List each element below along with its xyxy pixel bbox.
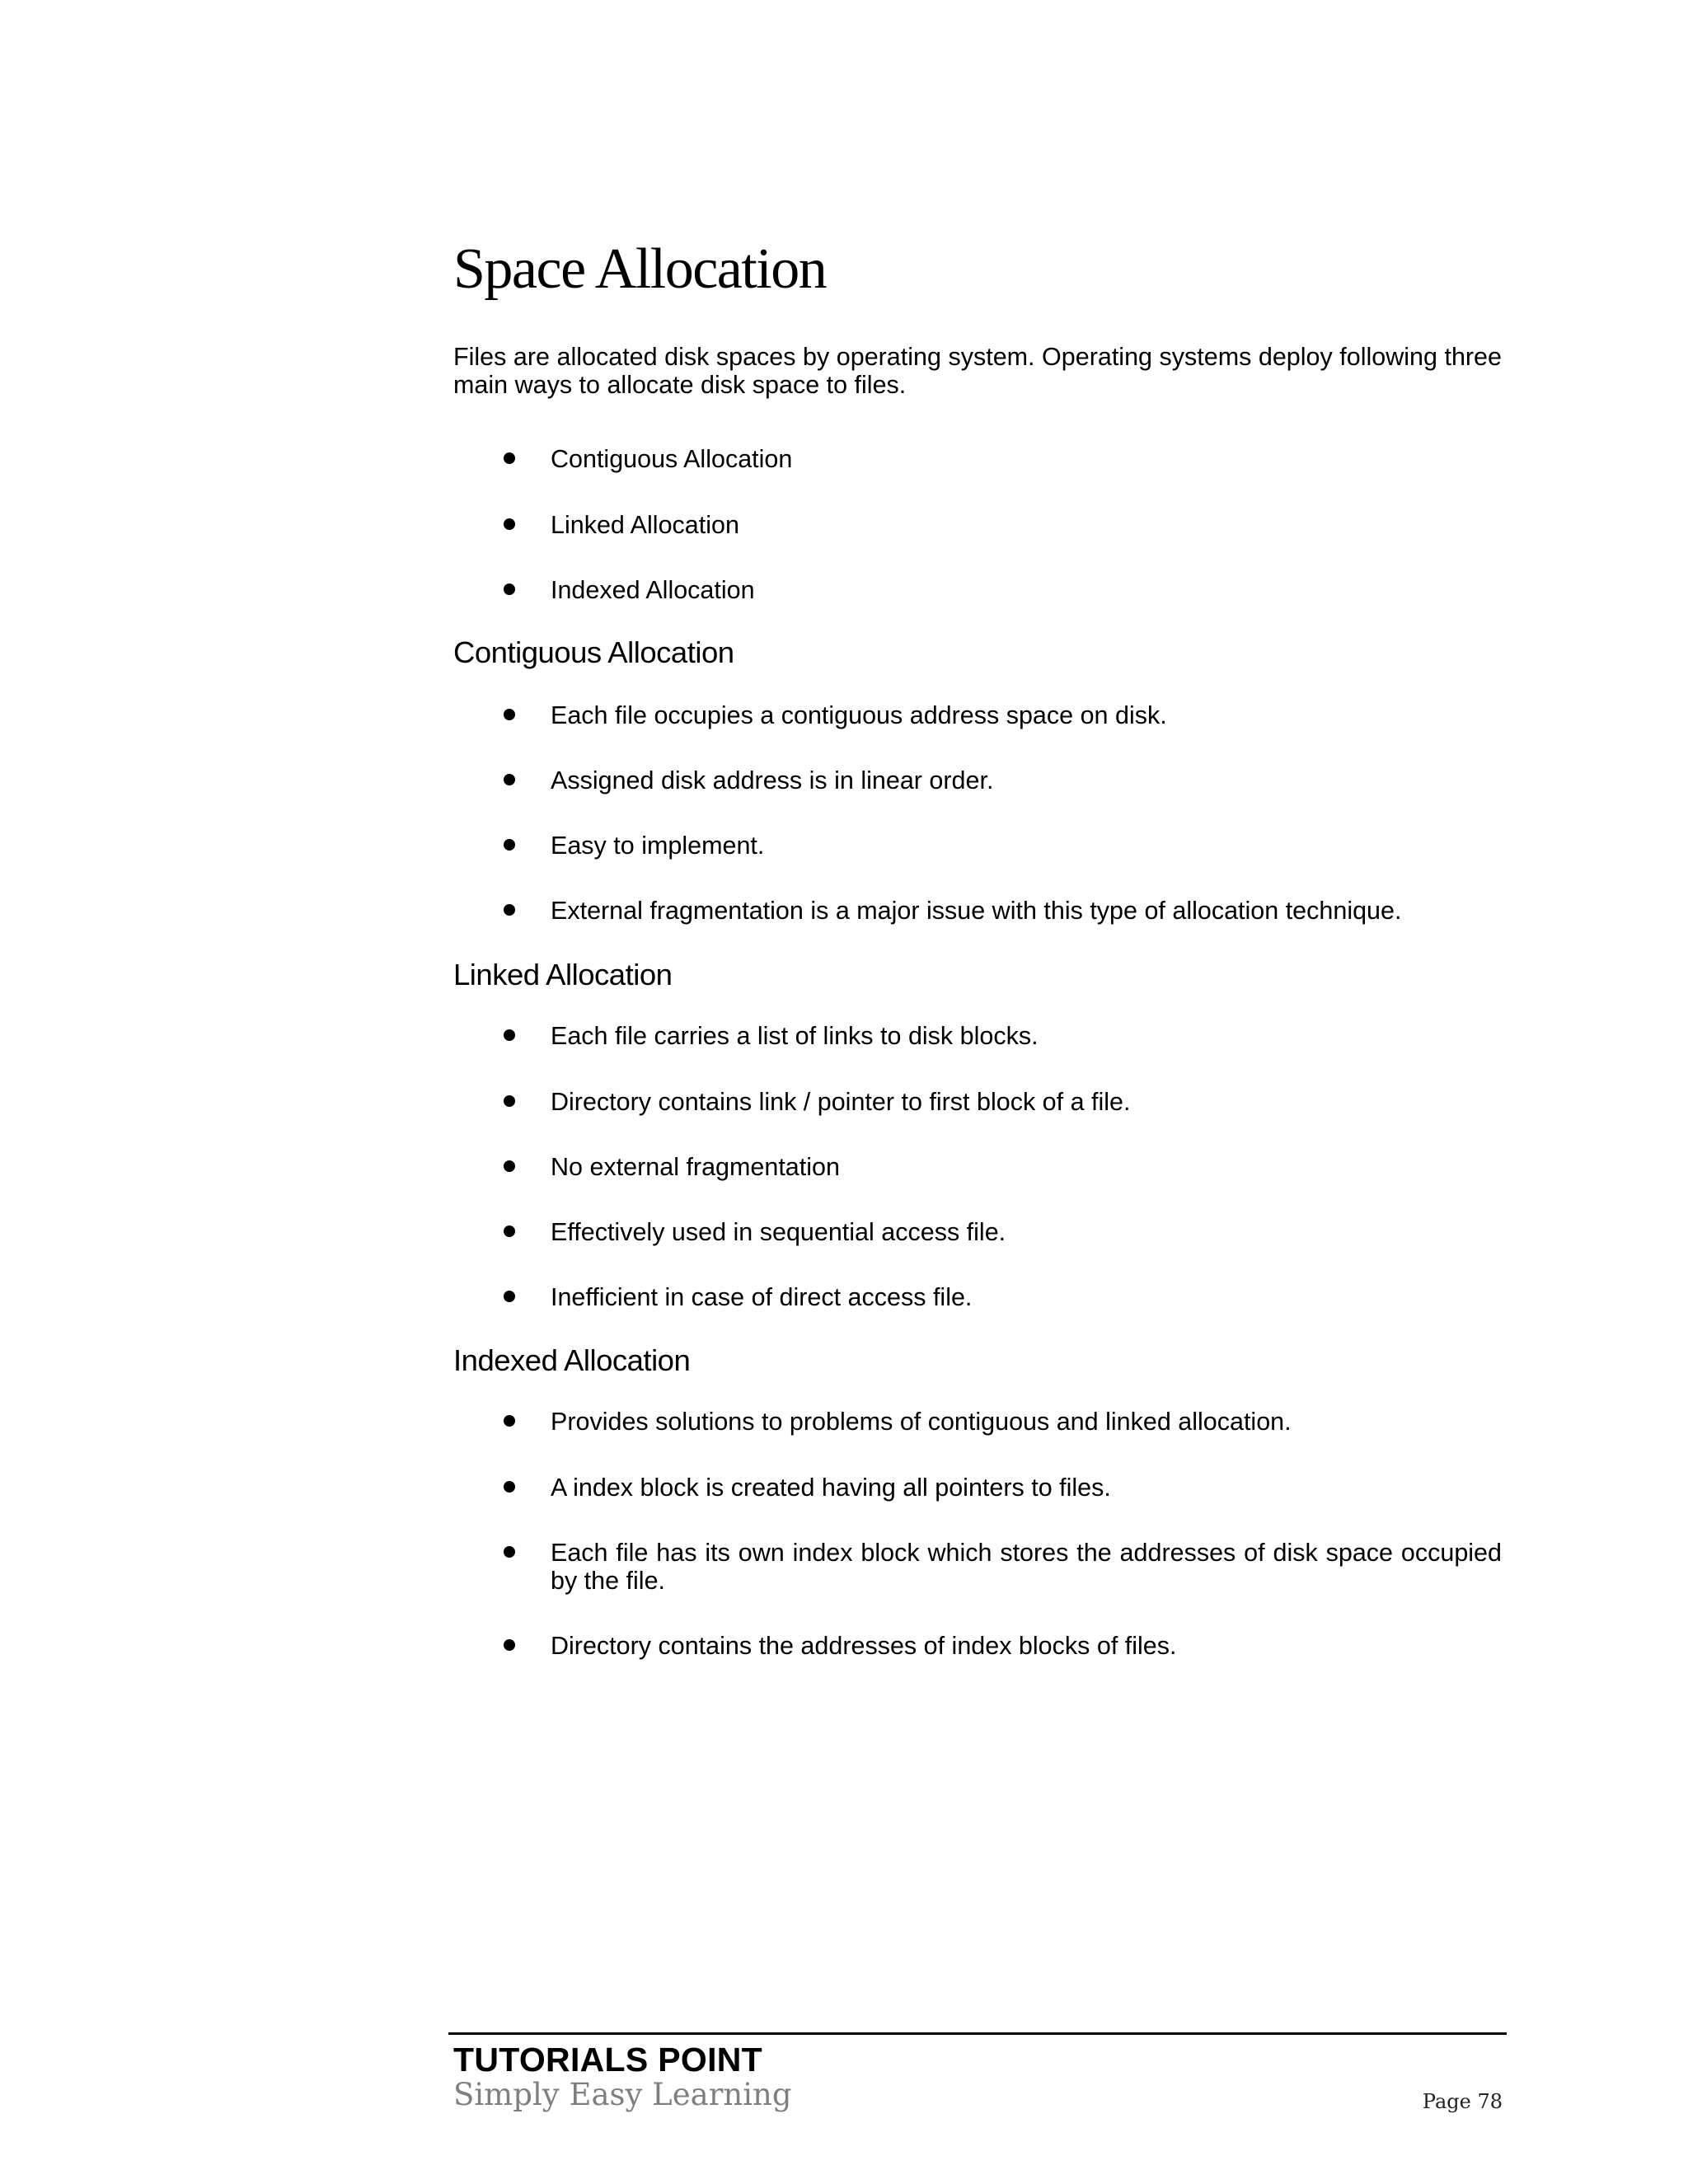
- list-item-text: Directory contains the addresses of index blocks of files.: [551, 1632, 1177, 1660]
- list-item: [453, 1153, 1503, 1181]
- bullet-icon: [504, 1639, 515, 1651]
- list-item-text: Each file occupies a contiguous address space on disk.: [551, 701, 1167, 729]
- list-item: [453, 1283, 1503, 1311]
- list-item: [453, 1218, 1503, 1246]
- list-item: [453, 766, 1503, 794]
- bullet-icon: [504, 904, 515, 916]
- bullet-icon: [504, 1415, 515, 1427]
- list-item: [453, 1474, 1503, 1502]
- list-item: [453, 832, 1503, 860]
- list-item-text: Easy to implement.: [551, 832, 765, 860]
- list-item-text: Provides solutions to problems of contiguous and linked allocation.: [551, 1408, 1292, 1436]
- list-item-text: External fragmentation is a major issue with this type of allocation technique.: [551, 897, 1402, 925]
- list-item-text: Each file carries a list of links to disk blocks.: [551, 1022, 1039, 1050]
- list-item: [453, 1539, 1503, 1595]
- list-item: [453, 576, 1503, 604]
- list-item: [453, 1022, 1503, 1050]
- footer-brand: TUTORIALS POINT: [453, 2041, 763, 2079]
- page-title: Space Allocation: [453, 237, 827, 301]
- list-item: [453, 701, 1503, 729]
- page-number: Page 78: [1422, 2090, 1503, 2113]
- bullet-icon: [504, 452, 515, 464]
- bullet-icon: [504, 1160, 515, 1172]
- section-heading-linked: Linked Allocation: [453, 958, 673, 991]
- bullet-icon: [504, 583, 515, 595]
- list-item-text: Directory contains link / pointer to first block of a file.: [551, 1088, 1131, 1116]
- section-heading-indexed: Indexed Allocation: [453, 1343, 691, 1377]
- list-item-text: A index block is created having all pointers to files.: [551, 1474, 1111, 1502]
- list-item-text: Contiguous Allocation: [551, 445, 793, 473]
- section-heading-contiguous: Contiguous Allocation: [453, 635, 734, 669]
- bullet-icon: [504, 518, 515, 530]
- bullet-icon: [504, 1546, 515, 1558]
- footer-divider: [448, 2032, 1507, 2035]
- bullet-icon: [504, 1226, 515, 1237]
- list-item-text: Each file has its own index block which stores the addresses of disk space occupied by the file.: [551, 1539, 1502, 1595]
- list-item: [453, 445, 1503, 473]
- intro-paragraph: Files are allocated disk spaces by operating system. Operating systems deploy following three main ways to allocate disk space to files.: [453, 343, 1502, 399]
- list-item-text: No external fragmentation: [551, 1153, 840, 1181]
- list-item-text: Inefficient in case of direct access file.: [551, 1283, 973, 1311]
- list-item-text: Indexed Allocation: [551, 576, 755, 604]
- bullet-icon: [504, 774, 515, 785]
- bullet-icon: [504, 1029, 515, 1041]
- bullet-icon: [504, 1095, 515, 1107]
- bullet-icon: [504, 839, 515, 851]
- list-item: [453, 1408, 1503, 1436]
- list-item: [453, 1632, 1503, 1660]
- list-item: [453, 511, 1503, 539]
- list-item-text: Effectively used in sequential access file.: [551, 1218, 1006, 1246]
- list-item: [453, 897, 1503, 925]
- list-item-text: Linked Allocation: [551, 511, 739, 539]
- list-item: [453, 1088, 1503, 1116]
- bullet-icon: [504, 709, 515, 720]
- bullet-icon: [504, 1481, 515, 1493]
- bullet-icon: [504, 1291, 515, 1302]
- footer-tagline: Simply Easy Learning: [453, 2077, 792, 2112]
- list-item-text: Assigned disk address is in linear order.: [551, 766, 994, 794]
